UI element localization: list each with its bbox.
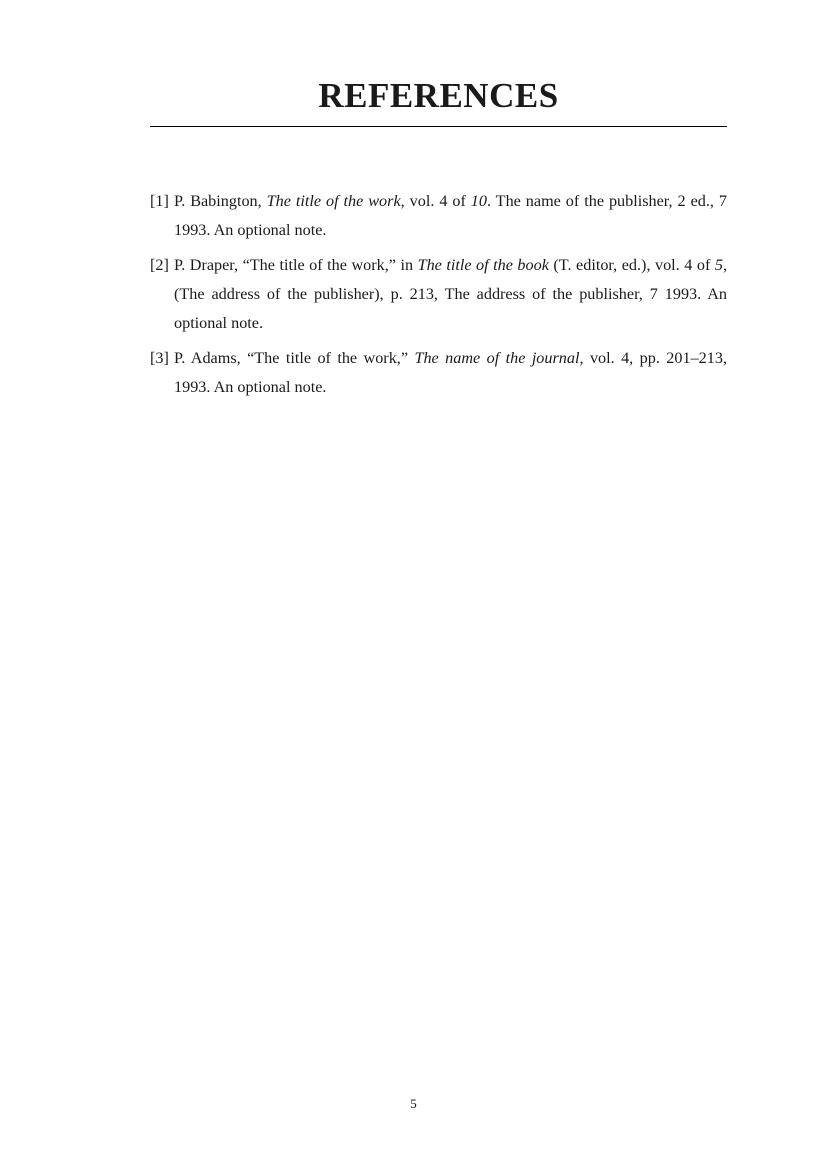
reference-title: The title of the work	[266, 192, 401, 210]
reference-detail: , vol. 4, pp. 201–213, 1993. An optional note.	[174, 349, 727, 396]
reference-journal: The name of the journal	[414, 349, 580, 367]
reference-item	[150, 251, 727, 338]
reference-author: P. Draper, “The title of the work,” in	[174, 256, 418, 274]
reference-book-title: The title of the book	[417, 256, 549, 274]
reference-series-total: 10	[470, 192, 487, 210]
reference-detail: (T. editor, ed.), vol. 4 of	[548, 256, 715, 274]
reference-detail: , (The address of the publisher), p. 213, The address of the publisher, 7 1993. An optional note.	[174, 256, 727, 332]
reference-label: [2]	[150, 256, 169, 274]
page-number: 5	[410, 1096, 417, 1111]
reference-text	[174, 349, 727, 396]
reference-text	[174, 256, 727, 332]
reference-item	[150, 344, 727, 402]
reference-label: [3]	[150, 349, 169, 367]
reference-list	[150, 187, 727, 408]
page-title: REFERENCES	[318, 76, 559, 115]
reference-item	[150, 187, 727, 245]
reference-detail: . The name of the publisher, 2 ed., 7 1993. An optional note.	[174, 192, 727, 239]
reference-label: [1]	[150, 192, 169, 210]
reference-author: P. Babington,	[174, 192, 267, 210]
reference-author: P. Adams, “The title of the work,”	[174, 349, 415, 367]
reference-text	[174, 192, 727, 239]
reference-series-total: 5	[714, 256, 723, 274]
reference-detail: , vol. 4 of	[400, 192, 471, 210]
title-rule	[150, 126, 727, 127]
